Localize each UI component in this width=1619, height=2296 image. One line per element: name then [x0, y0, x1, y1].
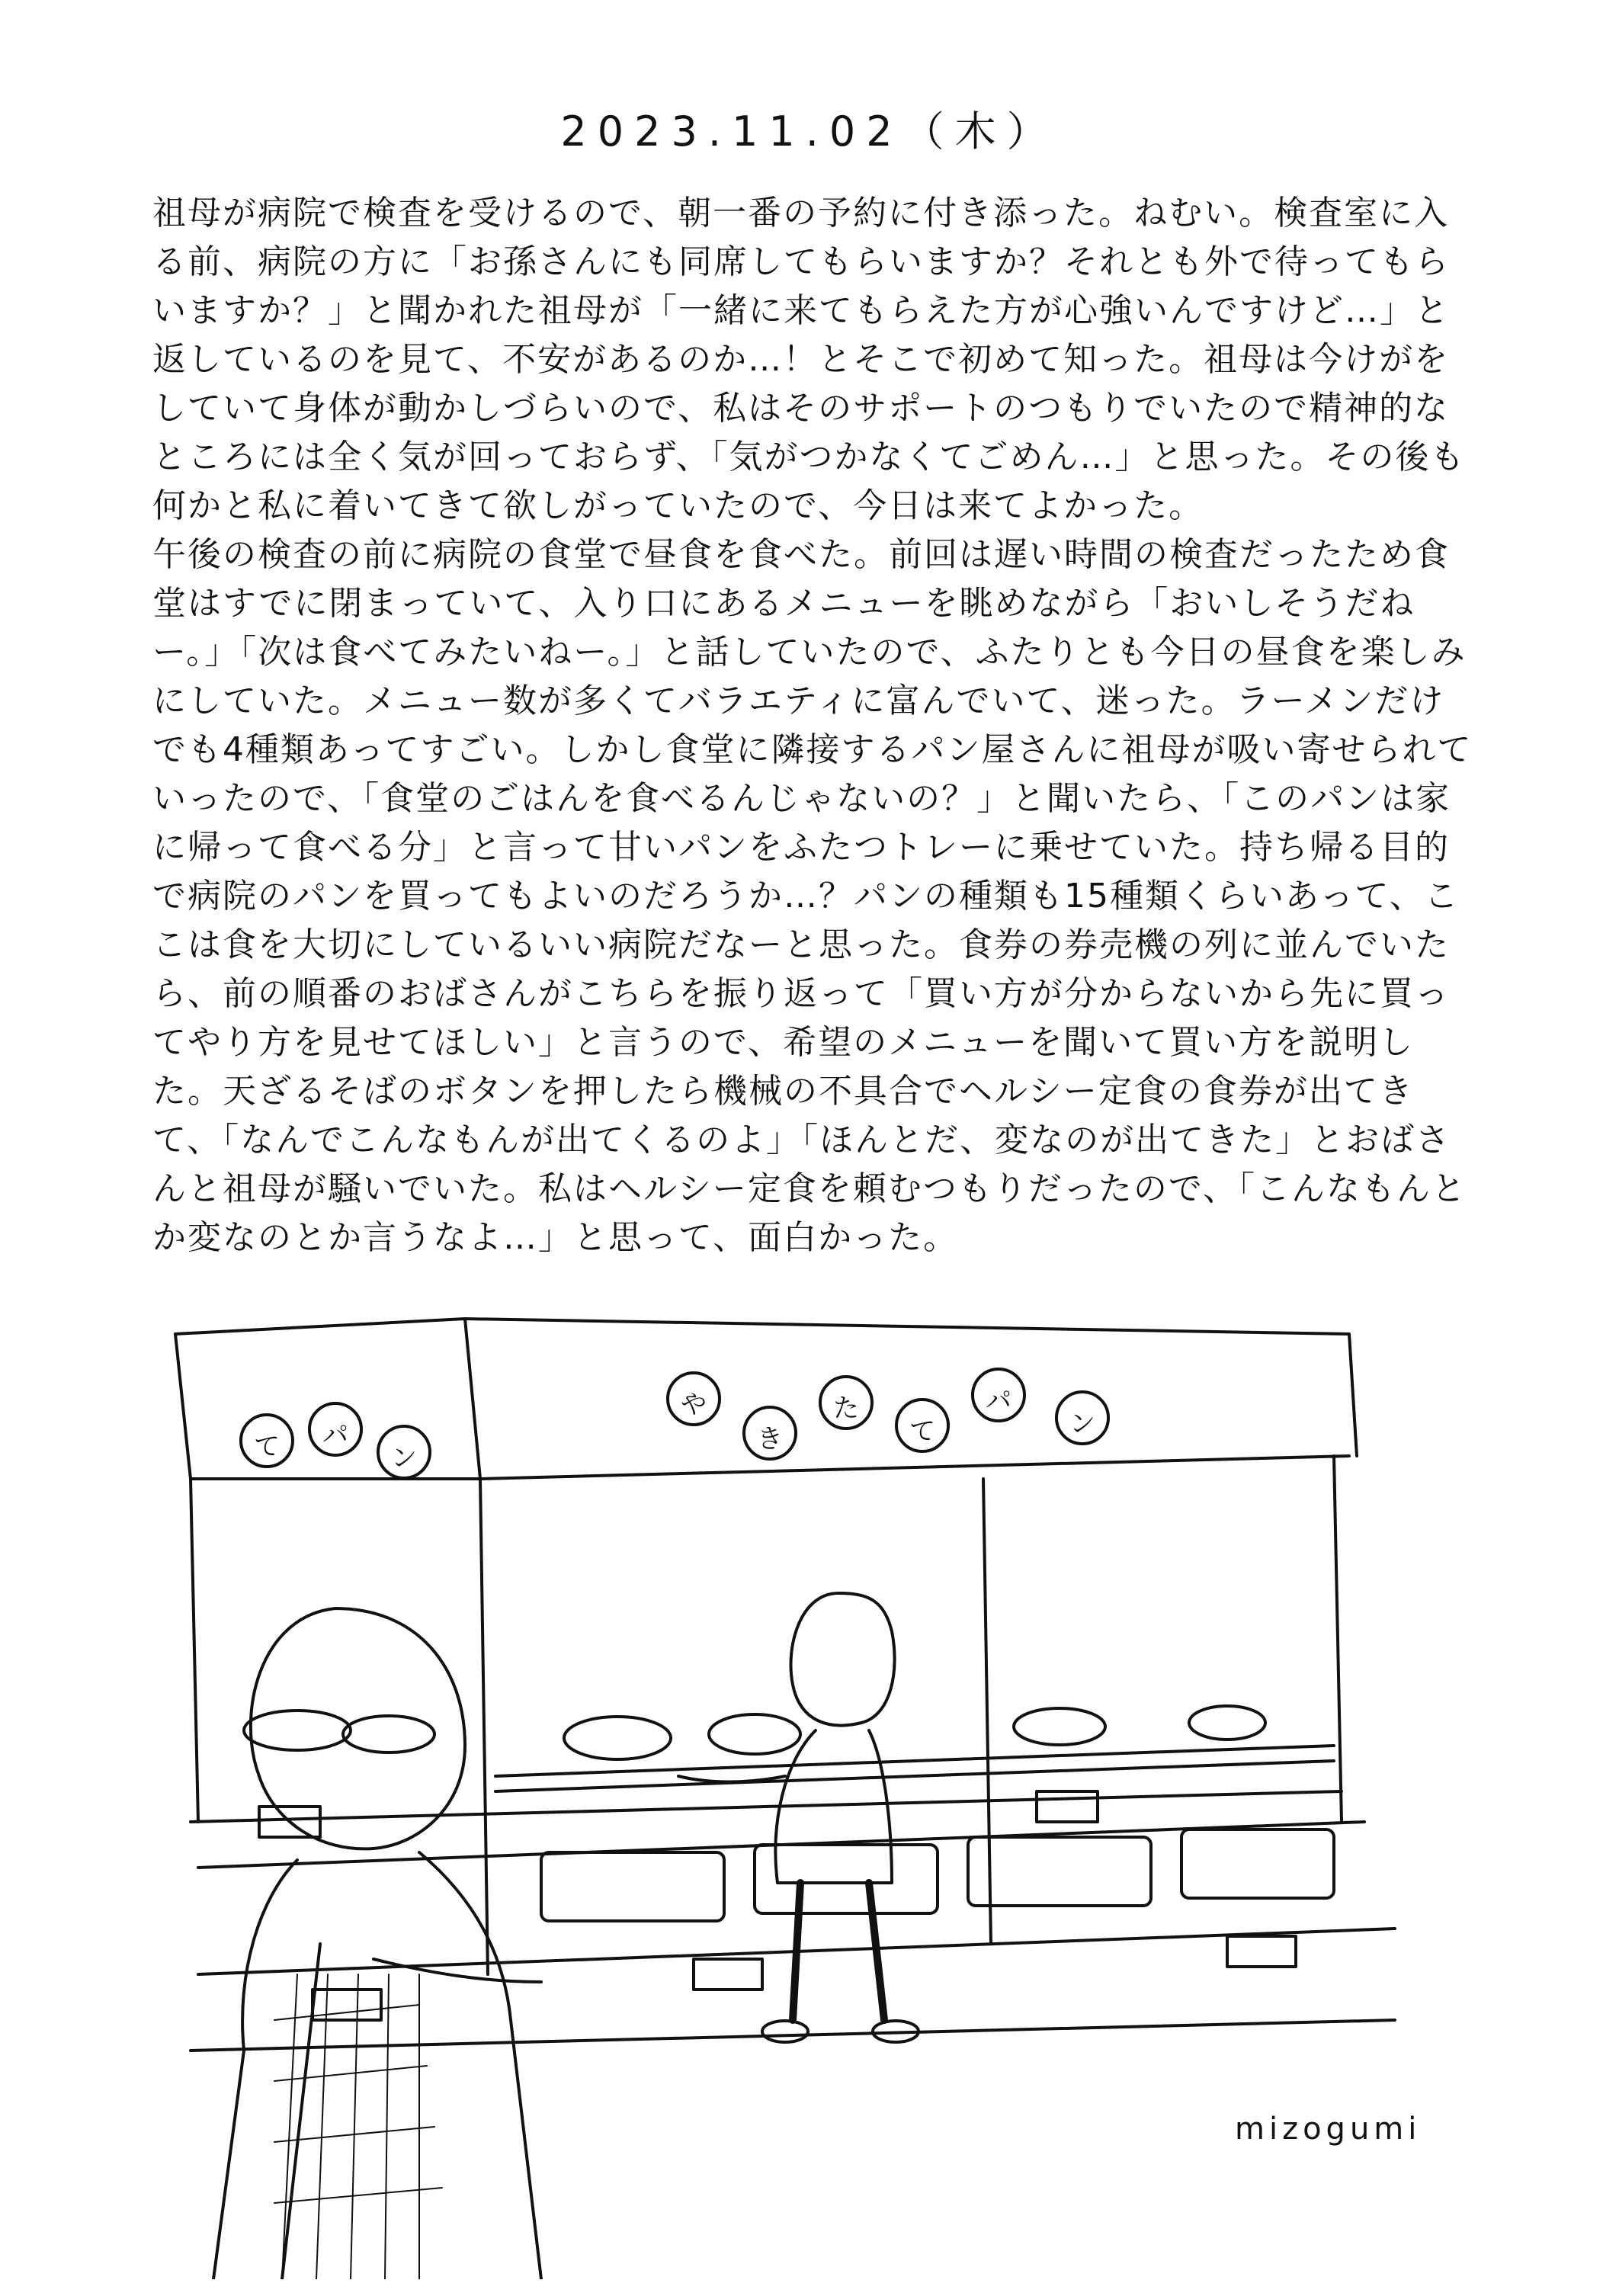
author-signature: mizogumi [1235, 2112, 1422, 2147]
sign-letter: パ [986, 1386, 1011, 1416]
diary-paragraph-1: 祖母が病院で検査を受けるので、朝一番の予約に付き添った。ねむい。検査室に入る前、病院の方に「お孫さんにも同席してもらいますか？それとも外で待ってもらいますか？」と聞かれた祖母が「一緒に来てもらえた方が心強いんですけど…」と返しているのを見て、不安があるのか…！とそこで初めて知った。祖母は今けがをしていて身体が動かしづらいので、私はそのサポートのつもりでいたので精神的なところには全く気が回っておらず、「気がつかなくてごめん…」と思った。その後も何かと私に着いてきて欲しがっていたので、今日は来てよかった。 [152, 194, 1466, 525]
diary-text [152, 189, 1479, 1262]
diary-paragraph-2: 午後の検査の前に病院の食堂で昼食を食べた。前回は遅い時間の検査だったため食堂はすでに閉まっていて、入り口にあるメニューを眺めながら「おいしそうだねー。」「次は食べてみたいねー。」と話していたので、ふたりとも今日の昼食を楽しみにしていた。メニュー数が多くてバラエティに富んでいて、迷った。ラーメンだけでも4種類あってすごい。しかし食堂に隣接するパン屋さんに祖母が吸い寄せられていったので、「食堂のごはんを食べるんじゃないの？」と聞いたら、「このパンは家に帰って食べる分」と言って甘いパンをふたつトレーに乗せていた。持ち帰る目的で病院のパンを買ってもよいのだろうか…？パンの種類も15種類くらいあって、ここは食を大切にしているいい病院だなーと思った。食券の券売機の列に並んでいたら、前の順番のおばさんがこちらを振り返って「買い方が分からないから先に買ってやり方を見せてほしい」と言うので、希望のメニューを聞いて買い方を説明した。天ざるそばのボタンを押したら機械の不具合でヘルシー定食の食券が出てきて、「なんでこんなもんが出てくるのよ」「ほんとだ、変なのが出てきた」とおばさんと祖母が騒いでいた。私はヘルシー定食を頼むつもりだったので、「こんなもんとか変なのとか言うなよ…」と思って、面白かった。 [152, 535, 1473, 1257]
sign-letter: き [757, 1424, 783, 1454]
sign-letter: パ [322, 1420, 348, 1451]
sign-letter: ン [391, 1443, 417, 1473]
sign-letter: ン [1069, 1409, 1095, 1439]
sign-letter: て [254, 1432, 280, 1462]
sign-letter: た [833, 1393, 859, 1424]
sign-letter: て [909, 1416, 935, 1447]
diary-date: 2023.11.02（木） [560, 107, 1059, 156]
sign-letter: や [681, 1390, 707, 1420]
